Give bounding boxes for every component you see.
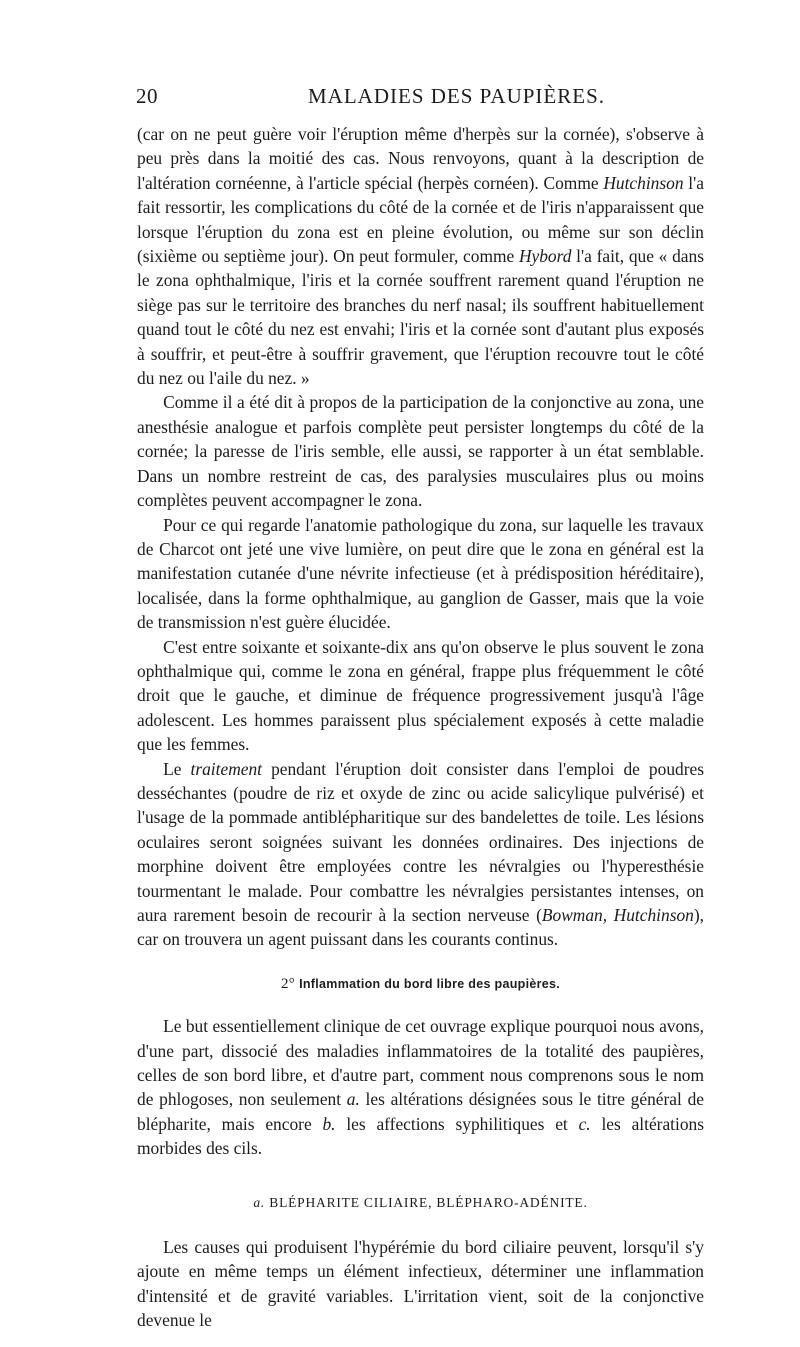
- paragraph-text: l'a fait, que « dans le zona ophthalmique, l'iris et la cornée souffrent rarement quand l'éruption ne siège pas sur le territoire des branches du nerf nasal; ils souffrent habituellement quand tout le côté du nez est envahi; l'iris et la cornée sont d'autant plus exposés à souffrir, et peut-être à souffrir gravement, que l'éruption recouvre tout le côté du nez ou l'aile du nez. »: [137, 246, 704, 389]
- author-name-hybord: Hybord: [518, 246, 572, 267]
- paragraph-but-clinique: [137, 1014, 704, 1160]
- paragraph-herpes-cornea: [137, 122, 704, 390]
- term-traitement: traitement: [190, 758, 262, 779]
- paragraph-text: les affections syphilitiques et: [335, 1113, 579, 1134]
- page-body: [137, 122, 704, 1333]
- section-title: Inflammation du bord libre des paupières.: [299, 976, 561, 991]
- list-marker-b: b.: [322, 1113, 336, 1134]
- paragraph-text: Le but essentiellement clinique de cet ouvrage explique pourquoi nous avons, d'une part, dissocié des maladies inflammatoires de la totalité des paupières, celles de son bord libre, et d'autre part, comment nous comprenons sous le nom de phlogoses, non seulement: [137, 1016, 704, 1110]
- paragraph-text: Le: [163, 758, 191, 779]
- list-marker-c: c.: [578, 1113, 591, 1134]
- subsection-heading: [137, 1191, 704, 1215]
- section-number: 2°: [280, 975, 296, 992]
- paragraph-text: les altérations désignées sous le titre général de blépharite, mais encore: [137, 1089, 704, 1134]
- subsection-letter: a.: [253, 1194, 266, 1210]
- paragraph-text: l'a fait ressortir, les complications du côté de la cornée et de l'iris n'apparaissent que lorsque l'éruption du zona est en pleine évolution, ou même sur son déclin (sixième ou septième jour). On peut formuler, comme: [137, 172, 704, 267]
- author-name-hutchinson: Hutchinson: [603, 172, 684, 193]
- paragraph-text: pendant l'éruption doit consister dans l'emploi de poudres desséchantes (poudre de riz et oxyde de zinc ou acide salicylique pulvérisé) et l'usage de la pommade antiblépharitique sur des bandelettes de toile. Les lésions oculaires seront soignées suivant les données ordinaires. Des injections de morphine doivent être employées contre les névralgies ou l'hyperesthésie tourmentant le malade. Pour combattre les névralgies persistantes intenses, on aura rarement besoin de recourir à la section nerveuse (: [137, 758, 704, 925]
- list-marker-a: a.: [346, 1089, 360, 1110]
- paragraph-text: (car on ne peut guère voir l'éruption même d'herpès sur la cornée), s'observe à peu près dans la moitié des cas. Nous renvoyons, quant à la description de l'altération cornéenne, à l'article spécial (herpès cornéen). Comme: [137, 124, 704, 193]
- subsection-title: BLÉPHARITE CILIAIRE, BLÉPHARO-ADÉNITE.: [269, 1194, 588, 1210]
- paragraph-causes: Les causes qui produisent l'hypérémie du bord ciliaire peuvent, lorsqu'il s'y ajoute en même temps un élément infectieux, déterminer une inflammation d'intensité et de gravité variables. L'irritation vient, soit de la conjonctive devenue le: [137, 1237, 704, 1331]
- paragraph-text: ), car on trouvera un agent puissant dans les courants continus.: [137, 905, 704, 950]
- paragraph-anatomie: Pour ce qui regarde l'anatomie pathologique du zona, sur laquelle les travaux de Charcot ont jeté une vive lumière, on peut dire que le zona en général est la manifestation cutanée d'une névrite infectieuse (et à prédisposition héréditaire), localisée, dans la forme ophthalmique, au ganglion de Gasser, mais que la voie de transmission n'est guère élucidée.: [137, 514, 704, 633]
- section-heading: [137, 972, 704, 996]
- paragraph-text: les altérations morbides des cils.: [137, 1113, 704, 1159]
- paragraph-anesthesie: Comme il a été dit à propos de la participation de la conjonctive au zona, une anesthésie analogue et parfois complète peut persister longtemps du côté de la cornée; la paresse de l'iris semble, elle aussi, se rapporter à un état semblable. Dans un nombre restreint de cas, des paralysies musculaires plus ou moins complètes peuvent accompagner le zona.: [137, 392, 704, 511]
- paragraph-traitement: [137, 757, 704, 952]
- running-head: MALADIES DES PAUPIÈRES.: [308, 84, 606, 108]
- author-names-bowman-hutchinson: Bowman, Hutchinson: [541, 905, 694, 925]
- page-number: 20: [136, 84, 158, 108]
- paragraph-age: C'est entre soixante et soixante-dix ans qu'on observe le plus souvent le zona ophthalmique qui, comme le zona en général, frappe plus fréquemment le côté droit que le gauche, et diminue de fréquence progressivement jusqu'à l'âge adolescent. Les hommes paraissent plus spécialement exposés à cette maladie que les femmes.: [137, 636, 704, 755]
